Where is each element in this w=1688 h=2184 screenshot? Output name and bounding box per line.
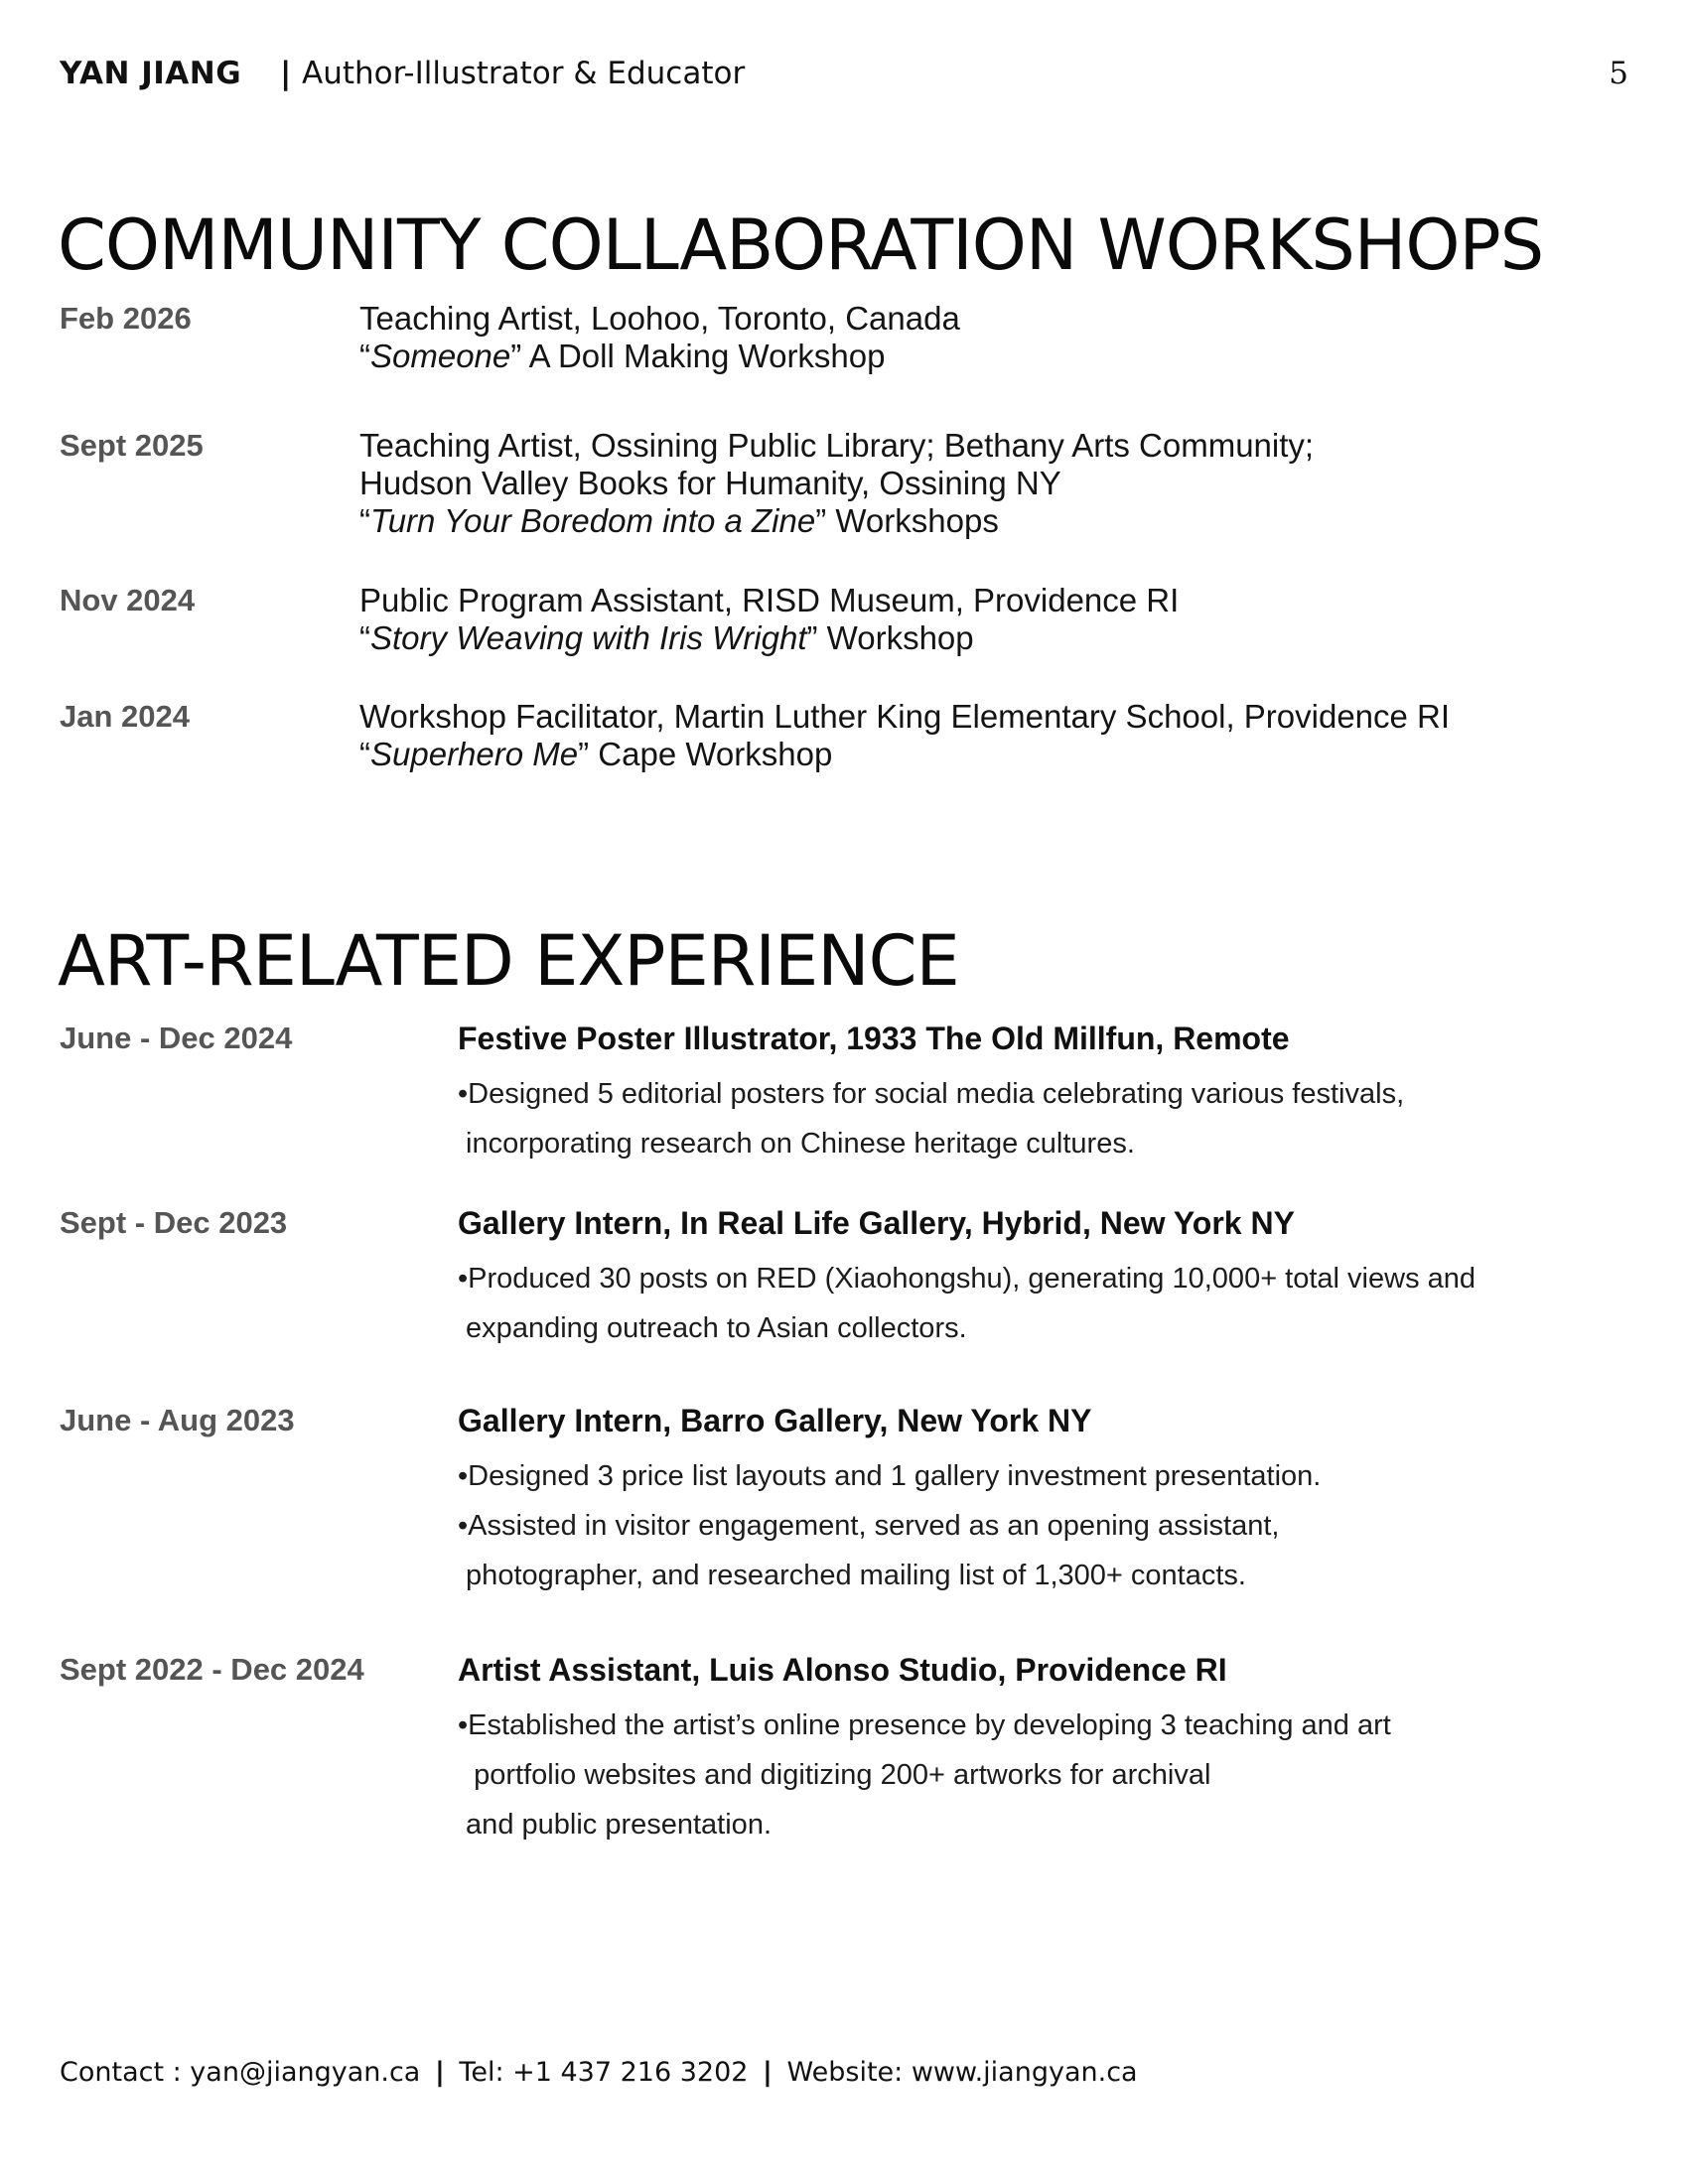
header-separator: | (280, 56, 292, 91)
entry-role: Teaching Artist, Ossining Public Library; Bethany Arts Community; (359, 427, 1315, 464)
entry-role: Public Program Assistant, RISD Museum, Providence RI (359, 582, 1180, 618)
entry-title: Gallery Intern, In Real Life Gallery, Hybrid, New York NY (458, 1205, 1295, 1241)
entry-body (458, 1020, 1404, 1168)
entry-bullet: portfolio websites and digitizing 200+ artworks for archival (458, 1759, 1211, 1791)
footer-separator: | (434, 2057, 445, 2088)
entry-date: Nov 2024 (60, 583, 196, 617)
author-role: Author-Illustrator & Educator (302, 56, 746, 91)
contact-website[interactable]: Website: www.jiangyan.ca (786, 2057, 1138, 2088)
entry-date: June - Dec 2024 (60, 1021, 293, 1055)
entry-bullet: •Assisted in visitor engagement, served as an opening assistant, (458, 1510, 1280, 1542)
entry-body (359, 582, 1179, 657)
entry-body (458, 1204, 1476, 1353)
entry-bullet: •Produced 30 posts on RED (Xiaohongshu), generating 10,000+ total views and (458, 1263, 1477, 1295)
entry-bullet: •Designed 5 editorial posters for social media celebrating various festivals, (458, 1078, 1405, 1110)
entry-body (458, 1651, 1391, 1849)
footer-separator: | (763, 2057, 773, 2088)
entry-date: Feb 2026 (60, 301, 192, 336)
entry-role: Workshop Facilitator, Martin Luther King Elementary School, Providence RI (359, 698, 1451, 735)
experience-heading: ART-RELATED EXPERIENCE (58, 920, 959, 1002)
page-header (60, 56, 1628, 95)
entry-role: Teaching Artist, Loohoo, Toronto, Canada (359, 300, 960, 337)
entry-workshop-name: “Someone” A Doll Making Workshop (359, 338, 886, 374)
entry-role-continued: Hudson Valley Books for Humanity, Ossining NY (359, 465, 1061, 501)
author-name: YAN JIANG (60, 56, 242, 91)
entry-date: Jan 2024 (60, 699, 190, 734)
contact-email[interactable]: Contact : yan@jiangyan.ca (60, 2057, 421, 2088)
entry-body (359, 427, 1314, 540)
entry-date: Sept - Dec 2023 (60, 1205, 288, 1240)
entry-bullet: photographer, and researched mailing list of 1,300+ contacts. (458, 1560, 1246, 1591)
entry-date: Sept 2022 - Dec 2024 (60, 1652, 364, 1687)
workshops-heading: COMMUNITY COLLABORATION WORKSHOPS (58, 205, 1544, 286)
entry-title: Gallery Intern, Barro Gallery, New York NY (458, 1403, 1092, 1438)
entry-bullet: incorporating research on Chinese heritage cultures. (458, 1128, 1135, 1160)
entry-bullet: •Established the artist’s online presence by developing 3 teaching and art (458, 1709, 1391, 1741)
entry-workshop-name: “Turn Your Boredom into a Zine” Workshops (359, 502, 999, 539)
entry-bullet: and public presentation. (458, 1809, 772, 1841)
entry-date: Sept 2025 (60, 428, 204, 463)
entry-title: Festive Poster Illustrator, 1933 The Old Millfun, Remote (458, 1021, 1290, 1056)
entry-workshop-name: “Story Weaving with Iris Wright” Workshop (359, 619, 974, 656)
entry-date: June - Aug 2023 (60, 1403, 295, 1437)
contact-footer (60, 2057, 1138, 2088)
entry-bullet: •Designed 3 price list layouts and 1 gallery investment presentation. (458, 1460, 1322, 1492)
entry-body (359, 698, 1450, 773)
entry-workshop-name: “Superhero Me” Cape Workshop (359, 736, 833, 772)
page-number: 5 (1609, 56, 1628, 91)
contact-phone[interactable]: Tel: +1 437 216 3202 (459, 2057, 749, 2088)
entry-title: Artist Assistant, Luis Alonso Studio, Providence RI (458, 1652, 1227, 1688)
entry-body (458, 1402, 1321, 1600)
entry-bullet: expanding outreach to Asian collectors. (458, 1312, 967, 1344)
entry-body (359, 300, 960, 375)
